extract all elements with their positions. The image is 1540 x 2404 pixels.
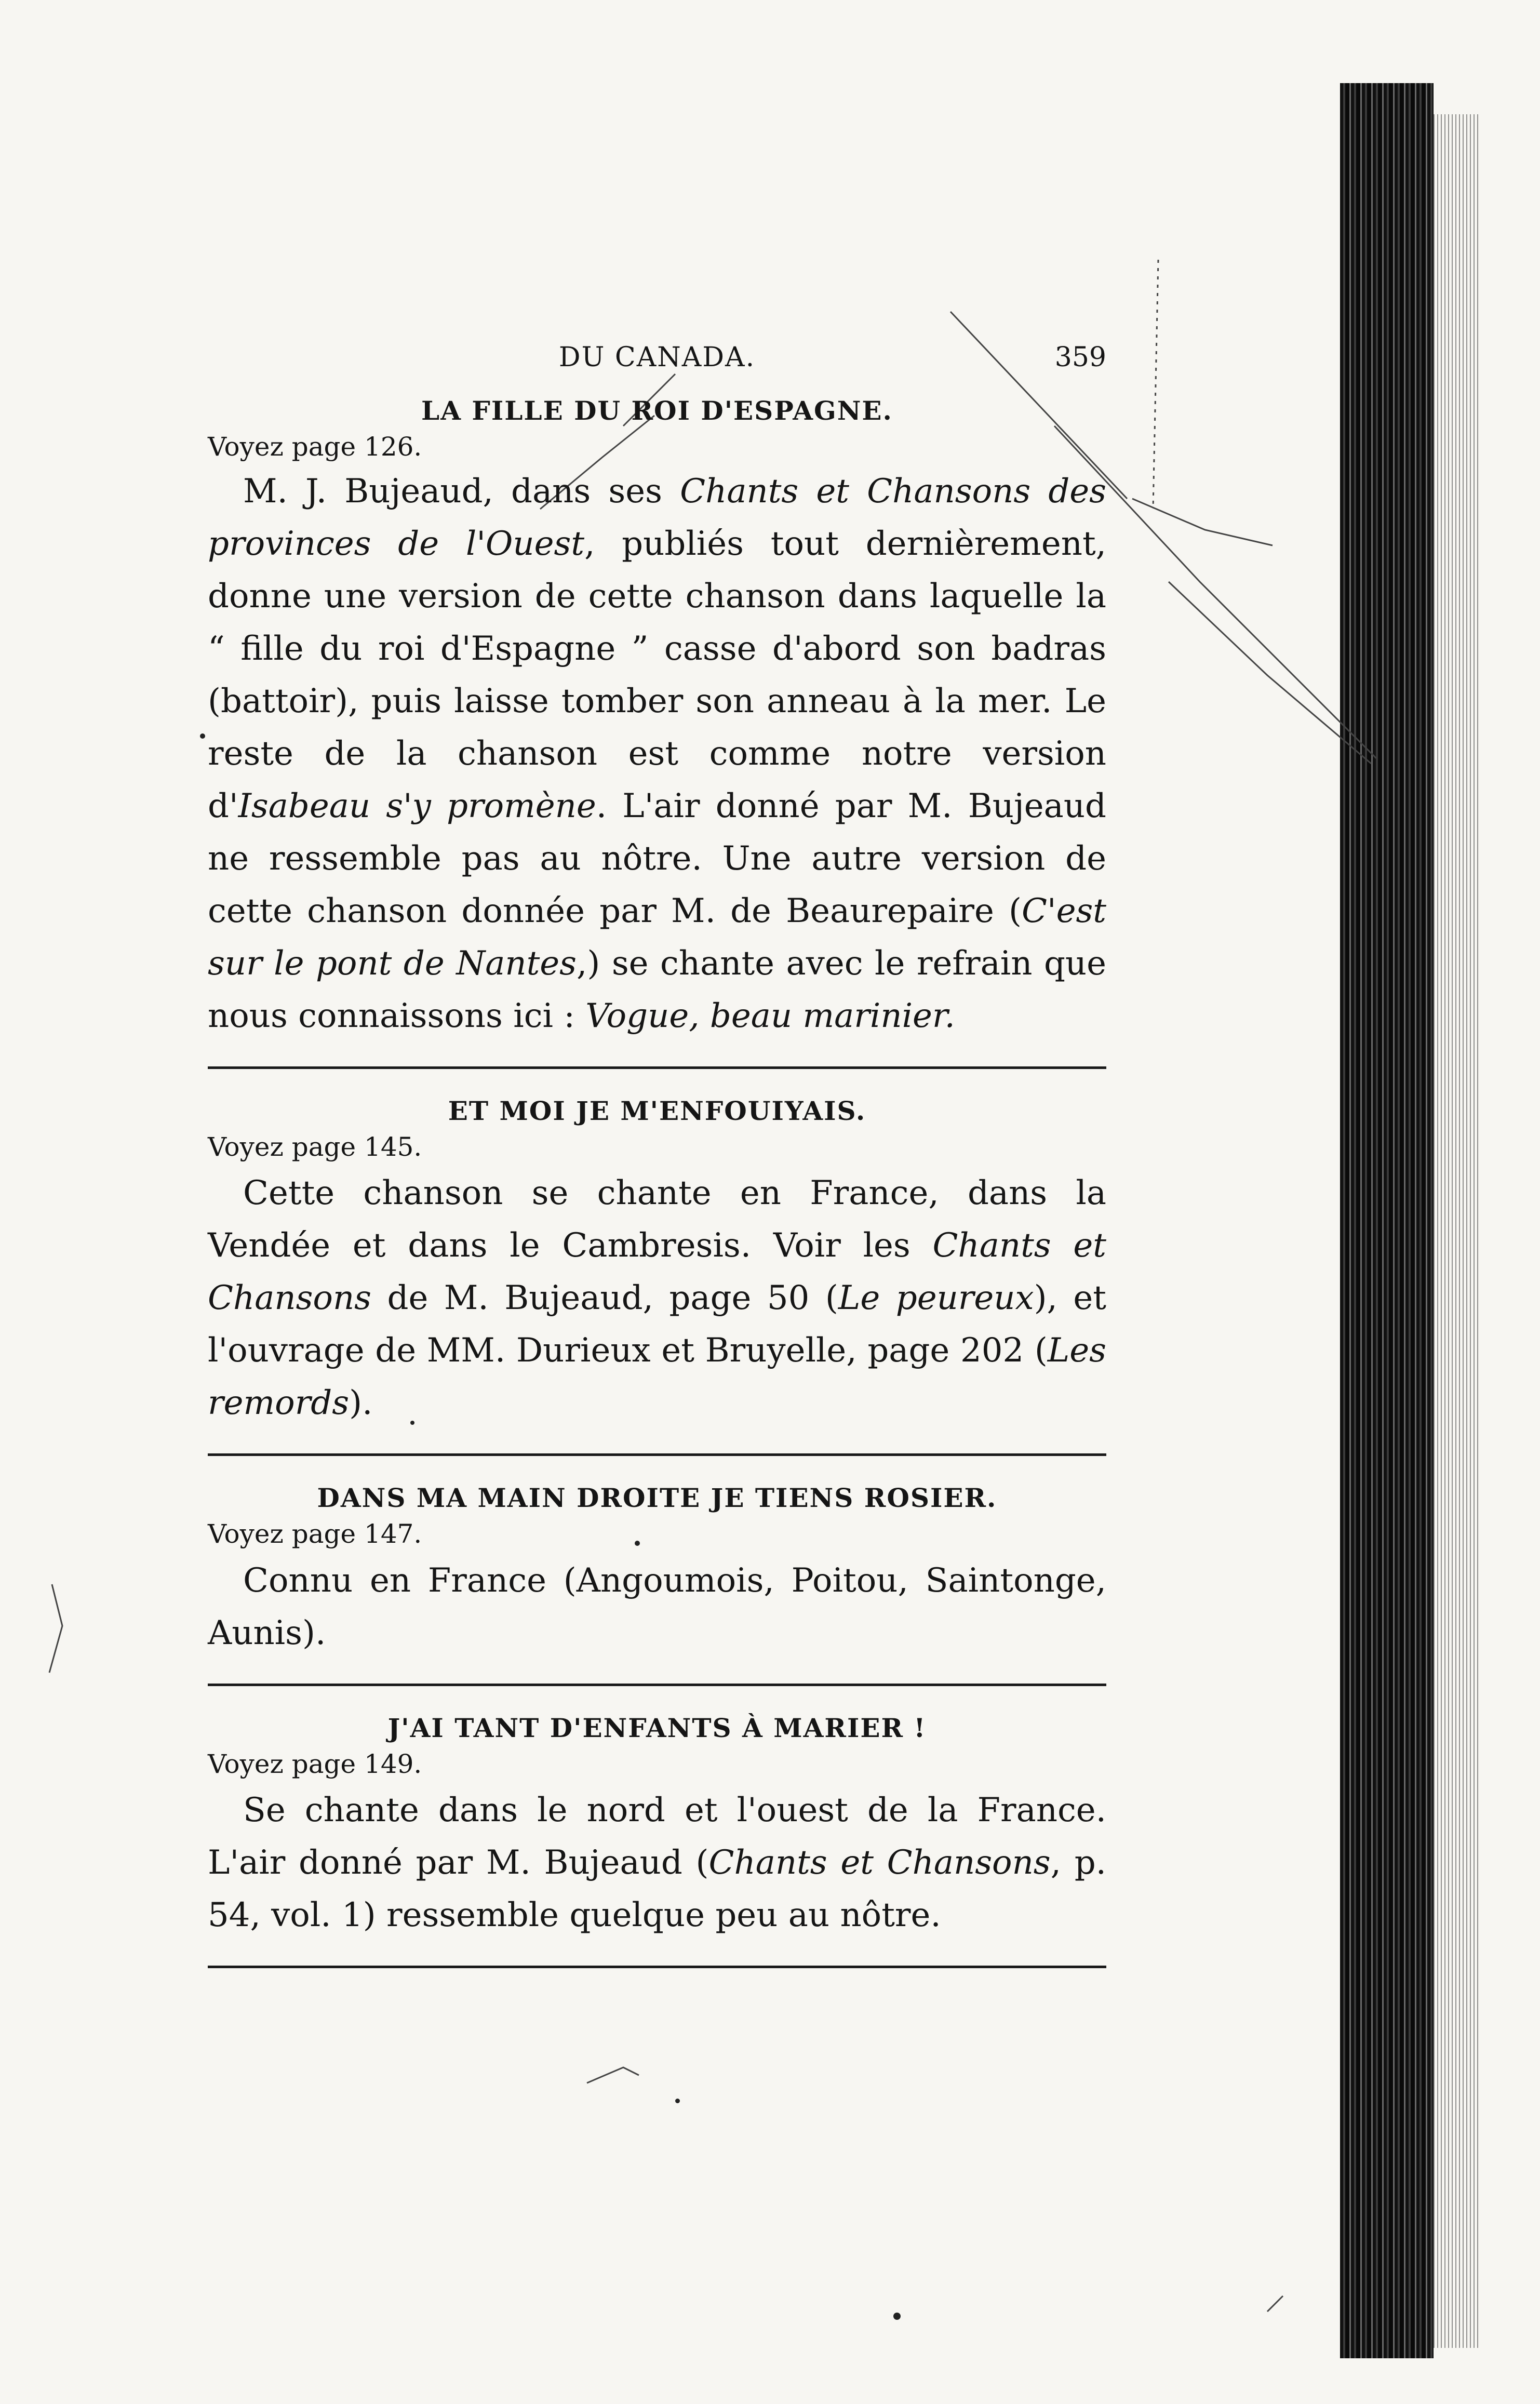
ink-speck	[675, 2099, 680, 2103]
page-reference: Voyez page 147.	[208, 1519, 422, 1549]
section-divider	[208, 1453, 1106, 1456]
note-dans-ma-main-droite	[208, 1481, 1106, 1660]
running-head	[208, 332, 1106, 390]
page-reference: Voyez page 145.	[208, 1131, 422, 1162]
text-block	[208, 332, 1106, 1993]
note-la-fille-du-roi	[208, 394, 1106, 1043]
note-et-moi-je-menfouiyais	[208, 1094, 1106, 1430]
section-divider	[208, 1066, 1106, 1069]
note-paragraph: Se chante dans le nord et l'ouest de la France. L'air donné par M. Bujeaud (Chants et Chansons, p. 54, vol. 1) ressemble quelque peu au nôtre.	[208, 1791, 1106, 1934]
ink-speck	[200, 733, 205, 739]
note-jai-tant-denfants	[208, 1711, 1106, 1942]
page-number: 359	[1054, 342, 1106, 373]
ink-speck	[893, 2313, 901, 2320]
note-paragraph: Connu en France (Angoumois, Poitou, Saintonge, Aunis).	[208, 1561, 1106, 1652]
running-head-title: DU CANADA.	[558, 342, 756, 373]
section-divider	[208, 1966, 1106, 1968]
section-divider	[208, 1684, 1106, 1686]
page-reference: Voyez page 126.	[208, 432, 422, 462]
note-title: LA FILLE DU ROI D'ESPAGNE.	[421, 395, 893, 426]
note-title: J'AI TANT D'ENFANTS À MARIER !	[387, 1712, 927, 1743]
note-title: DANS MA MAIN DROITE JE TIENS ROSIER.	[317, 1483, 997, 1513]
note-title: ET MOI JE M'ENFOUIYAIS.	[448, 1095, 866, 1126]
note-paragraph: Cette chanson se chante en France, dans la Vendée et dans le Cambresis. Voir les Chants et Chansons de M. Bujeaud, page 50 (Le peureux), et l'ouvrage de MM. Durieux et Bruyelle, page 202 (Les remords).	[208, 1174, 1106, 1422]
note-paragraph: M. J. Bujeaud, dans ses Chants et Chansons des provinces de l'Ouest, publiés tout dernièrement, donne une version de cette chanson dans laquelle la “ fille du roi d'Espagne ” casse d'abord son badras (battoir), puis laisse tomber son anneau à la mer. Le reste de la chanson est comme notre version d'Isabeau s'y promène. L'air donné par M. Bujeaud ne ressemble pas au nôtre. Une autre version de cette chanson donnée par M. de Beaurepaire (C'est sur le pont de Nantes,) se chante avec le refrain que nous connaissons ici : Vogue, beau marinier.	[208, 472, 1107, 1035]
page-reference: Voyez page 149.	[208, 1748, 422, 1779]
